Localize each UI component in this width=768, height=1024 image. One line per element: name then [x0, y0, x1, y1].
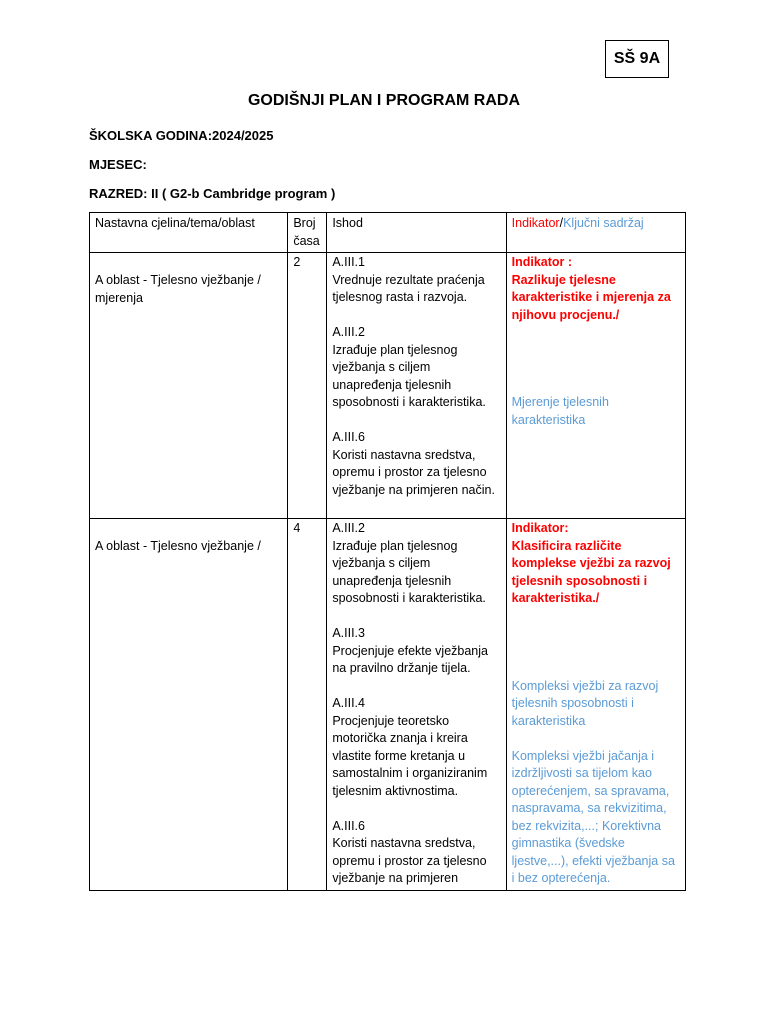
- outcome-code: A.III.2: [332, 325, 365, 339]
- outcome-text: Izrađuje plan tjelesnog vježbanja s ciljem unapređenja tjelesnih sposobnosti i karakteristika.: [332, 342, 486, 409]
- outcome-text: Koristi nastavna sredstva, opremu i prostor za tjelesno vježbanje na primjeren način.: [332, 447, 495, 497]
- header-key-content: Ključni sadržaj: [563, 216, 644, 230]
- indicator-text: Klasificira različite komplekse vježbi za razvoj tjelesnih sposobnosti i karakteristika./: [511, 538, 671, 605]
- outcome-item: [332, 429, 501, 499]
- outcome-code: A.III.3: [332, 626, 365, 640]
- month-label: MJESEC:: [89, 157, 147, 172]
- outcome-item: [332, 625, 501, 678]
- hours-cell: 2: [288, 253, 327, 519]
- table-row: [90, 253, 686, 519]
- outcome-cell: [327, 253, 506, 519]
- outcome-code: A.III.6: [332, 430, 365, 444]
- document-code-box: [605, 40, 669, 78]
- header-unit: Nastavna cjelina/tema/oblast: [90, 213, 288, 253]
- header-indicator: [506, 213, 685, 253]
- outcome-item: [332, 818, 501, 888]
- outcome-item: [332, 695, 501, 800]
- document-code: SŠ 9A: [613, 50, 661, 67]
- outcome-item: [332, 324, 501, 412]
- grade-label: RAZRED: II ( G2-b Cambridge program ): [89, 186, 336, 201]
- outcome-text: Koristi nastavna sredstva, opremu i prostor za tjelesno vježbanje na primjeren: [332, 836, 487, 885]
- indicator-text: Razlikuje tjelesne karakteristike i mjerenja za njihovu procjenu./: [511, 272, 671, 322]
- outcome-text: Izrađuje plan tjelesnog vježbanja s ciljem unapređenja tjelesnih sposobnosti i karakteristika.: [332, 538, 486, 605]
- indicator-cell: [506, 253, 685, 519]
- header-indicator-red: Indikator: [511, 216, 560, 230]
- outcome-code: A.III.2: [332, 521, 365, 535]
- unit-cell: [90, 519, 288, 891]
- outcome-item: [332, 254, 501, 307]
- hours-cell: 4: [288, 519, 327, 891]
- unit-text: A oblast - Tjelesno vježbanje /: [95, 539, 261, 553]
- key-content-text: Kompleksi vježbi jačanja i izdržljivosti sa tijelom kao opterećenjem, sa spravama, naspravama, sa rekvizitima, bez rekvizita,...; Korektivna gimnastika (švedske ljestve,...), efekti vježbanja sa i bez opterećenja.: [511, 748, 675, 885]
- table-header-row: [90, 213, 686, 253]
- key-content-text: Kompleksi vježbi za razvoj tjelesnih sposobnosti i karakteristika: [511, 678, 659, 728]
- key-content-text: Mjerenje tjelesnih karakteristika: [511, 395, 609, 427]
- outcome-code: A.III.1: [332, 255, 365, 269]
- outcome-code: A.III.4: [332, 696, 365, 710]
- header-outcome: Ishod: [327, 213, 506, 253]
- unit-text: A oblast - Tjelesno vježbanje / mjerenja: [95, 273, 261, 305]
- outcome-text: Procjenjuje efekte vježbanja na pravilno držanje tijela.: [332, 643, 488, 675]
- header-indicator-sep: /: [559, 216, 564, 230]
- outcome-text: Procjenjuje teoretsko motorička znanja i kreira vlastite forme kretanja u samostalnim i organiziranim tjelesnim aktivnostima.: [332, 713, 488, 798]
- school-year: ŠKOLSKA GODINA:2024/2025: [89, 128, 274, 143]
- outcome-text: Vrednuje rezultate praćenja tjelesnog rasta i razvoja.: [332, 272, 485, 304]
- outcome-item: [332, 520, 501, 608]
- outcome-code: A.III.6: [332, 818, 365, 833]
- outcome-cell: [327, 519, 506, 891]
- document-title: GODIŠNJI PLAN I PROGRAM RADA: [247, 92, 520, 109]
- indicator-cell: [506, 519, 685, 891]
- indicator-label: Indikator :: [511, 255, 573, 269]
- unit-cell: [90, 253, 288, 519]
- header-hours: Broj časa: [288, 213, 327, 253]
- plan-table: [89, 212, 686, 891]
- indicator-label: Indikator:: [511, 521, 569, 535]
- table-row: [90, 519, 686, 891]
